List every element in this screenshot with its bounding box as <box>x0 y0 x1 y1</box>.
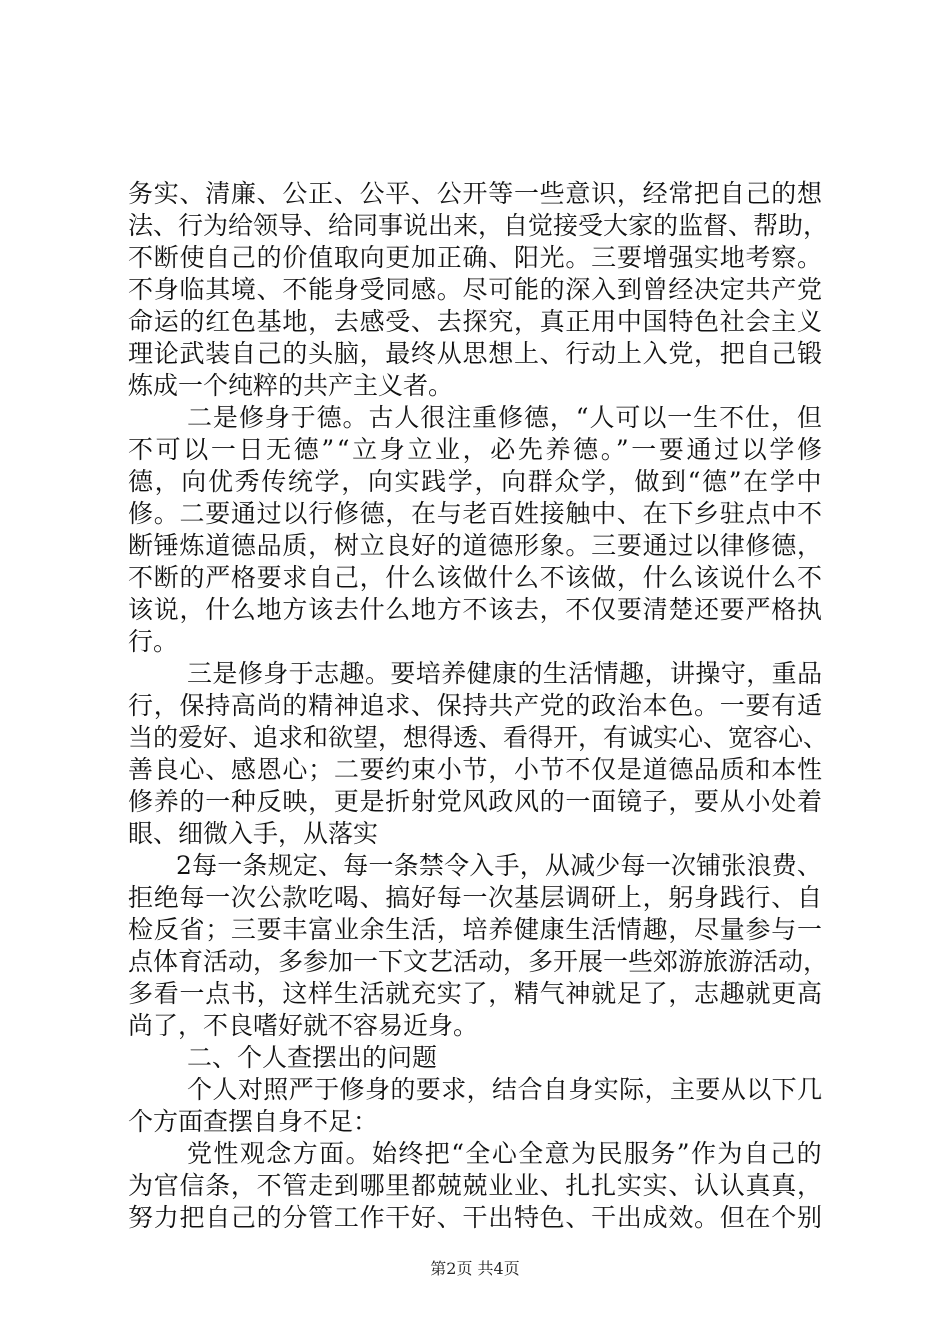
text-line: 个方面查摆自身不足： <box>128 1107 379 1136</box>
text-line: 理论武装自己的头脑，最终从思想上、行动上入党，把自己锻 <box>128 339 823 368</box>
text-line: 断锤炼道德品质，树立良好的道德形象。三要通过以律修德， <box>128 531 823 560</box>
text-line: 不可以一日无德”“立身立业，必先养德。”一要通过以学修 <box>128 435 825 464</box>
text-line: 命运的红色基地，去感受、去探究，真正用中国特色社会主义 <box>128 307 823 336</box>
text-line: 修养的一种反映，更是折射党风政风的一面镜子，要从小处着 <box>128 787 823 816</box>
text-line: 努力把自己的分管工作干好、干出特色、干出成效。但在个别 <box>128 1203 823 1232</box>
text-line: 尚了，不良嗜好就不容易近身。 <box>128 1011 479 1040</box>
text-line: 二、个人查摆出的问题 <box>187 1043 438 1072</box>
text-line: 德，向优秀传统学，向实践学，向群众学，做到“德”在学中 <box>128 467 824 496</box>
text-line: 行，保持高尚的精神追求、保持共产党的政治本色。一要有适 <box>128 691 823 720</box>
text-line: 不身临其境、不能身受同感。尽可能的深入到曾经决定共产党 <box>128 275 823 304</box>
text-line: 行。 <box>128 627 179 656</box>
text-line: 善良心、感恩心；二要约束小节，小节不仅是道德品质和本性 <box>128 755 823 784</box>
text-line: 个人对照严于修身的要求，结合自身实际，主要从以下几 <box>187 1075 823 1104</box>
text-line: 不断的严格要求自己，什么该做什么不该做，什么该说什么不 <box>128 563 823 592</box>
text-line: 法、行为给领导、给同事说出来，自觉接受大家的监督、帮助， <box>128 211 829 240</box>
text-line: 炼成一个纯粹的共产主义者。 <box>128 371 454 400</box>
text-line: 检反省；三要丰富业余生活，培养健康生活情趣，尽量参与一 <box>128 915 823 944</box>
text-line: 不断使自己的价值取向更加正确、阳光。三要增强实地考察。 <box>128 243 823 272</box>
text-line: 眼、细微入手，从落实 <box>128 819 379 848</box>
text-line: 党性观念方面。始终把“全心全意为民服务”作为自己的 <box>187 1139 824 1168</box>
text-line: 多看一点书，这样生活就充实了，精气神就足了，志趣就更高 <box>128 979 823 1008</box>
text-line: 点体育活动，多参加一下文艺活动，多开展一些郊游旅游活动， <box>128 947 829 976</box>
text-line: 2每一条规定、每一条禁令入手，从减少每一次铺张浪费、 <box>176 851 823 880</box>
text-line: 该说，什么地方该去什么地方不该去，不仅要清楚还要严格执 <box>128 595 823 624</box>
text-line: 务实、清廉、公正、公平、公开等一些意识，经常把自己的想 <box>128 179 823 208</box>
text-line: 三是修身于志趣。要培养健康的生活情趣，讲操守，重品 <box>187 659 823 688</box>
text-line: 当的爱好、追求和欲望，想得透、看得开，有诚实心、宽容心、 <box>128 723 829 752</box>
text-line: 为官信条，不管走到哪里都兢兢业业、扎扎实实、认认真真， <box>128 1171 823 1200</box>
page-footer: 第2页 共4页 <box>430 1259 520 1278</box>
text-line: 二是修身于德。古人很注重修德，“人可以一生不仕，但 <box>187 403 823 432</box>
text-line: 拒绝每一次公款吃喝、搞好每一次基层调研上，躬身践行、自 <box>128 883 823 912</box>
text-line: 修。二要通过以行修德，在与老百姓接触中、在下乡驻点中不 <box>128 499 823 528</box>
